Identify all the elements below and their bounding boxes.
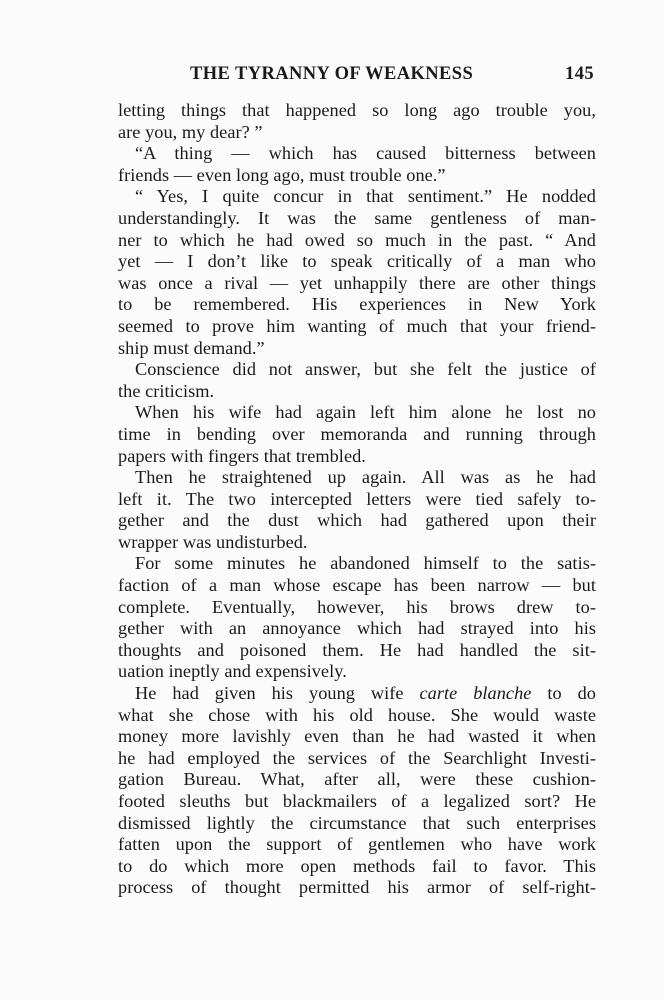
text-line: complete. Eventually, however, his brows drew to- <box>118 596 596 617</box>
text-line: papers with fingers that trembled. <box>118 445 366 466</box>
page-number: 145 <box>565 64 594 84</box>
text-line: fatten upon the support of gentlemen who have work <box>118 834 596 855</box>
italic-phrase: carte blanche <box>419 683 532 704</box>
text-segment: to do <box>531 683 596 704</box>
paragraph-start-line: When his wife had again left him alone he lost no <box>135 402 596 423</box>
text-line: wrapper was undisturbed. <box>118 531 308 552</box>
text-line: the criticism. <box>118 380 215 401</box>
running-title: THE TYRANNY OF WEAKNESS <box>190 64 474 84</box>
text-line: ship must demand.” <box>118 337 265 358</box>
text-line: to do which more open methods fail to favor. This <box>118 855 596 876</box>
text-line: uation ineptly and expensively. <box>118 661 347 682</box>
text-line: yet — I don’t like to speak critically of a man who <box>118 251 596 272</box>
text-line: money more lavishly even than he had wasted it when <box>118 726 596 747</box>
text-line: to be remembered. His experiences in New York <box>118 294 596 315</box>
text-line: are you, my dear? ” <box>118 121 263 142</box>
text-line: what she chose with his old house. She would waste <box>118 704 596 725</box>
running-head <box>118 60 596 90</box>
text-line: letting things that happened so long ago trouble you, <box>118 100 596 120</box>
paragraph-start-line: Then he straightened up again. All was as he had <box>135 467 596 488</box>
book-page <box>118 60 596 899</box>
paragraph-start-line: “ Yes, I quite concur in that sentiment.” He nodded <box>135 186 596 207</box>
text-line: was once a rival — yet unhappily there are other things <box>118 272 596 293</box>
text-line: thoughts and poisoned them. He had handled the sit- <box>118 639 596 660</box>
text-line: ner to which he had owed so much in the past. “ And <box>118 229 596 250</box>
text-segment: He had given his young wife <box>135 683 420 704</box>
text-line: gether with an annoyance which had strayed into his <box>118 618 596 639</box>
text-line: process of thought permitted his armor of self-right- <box>118 877 596 898</box>
text-line: time in bending over memoranda and running through <box>118 423 596 444</box>
text-line: left it. The two intercepted letters were tied safely to- <box>118 488 596 509</box>
text-line: gether and the dust which had gathered upon their <box>118 510 596 531</box>
text-line: gation Bureau. What, after all, were these cushion- <box>118 769 596 790</box>
text-line: understandingly. It was the same gentleness of man- <box>118 207 596 228</box>
text-line: seemed to prove him wanting of much that your friend- <box>118 315 596 336</box>
text-line: footed sleuths but blackmailers of a legalized sort? He <box>118 791 596 811</box>
text-line: he had employed the services of the Searchlight Investi- <box>118 747 596 768</box>
text-line: faction of a man whose escape has been narrow — but <box>118 575 596 596</box>
paragraph-start-line: Conscience did not answer, but she felt the justice of <box>135 359 596 380</box>
paragraph-start-line: For some minutes he abandoned himself to the satis- <box>135 553 596 574</box>
body-text <box>118 100 596 899</box>
text-line: dismissed lightly the circumstance that such enterprises <box>118 812 596 833</box>
paragraph-start-line: “A thing — which has caused bitterness between <box>135 143 596 164</box>
paragraph-start-line <box>118 683 596 705</box>
text-line: friends — even long ago, must trouble one.” <box>118 164 446 185</box>
